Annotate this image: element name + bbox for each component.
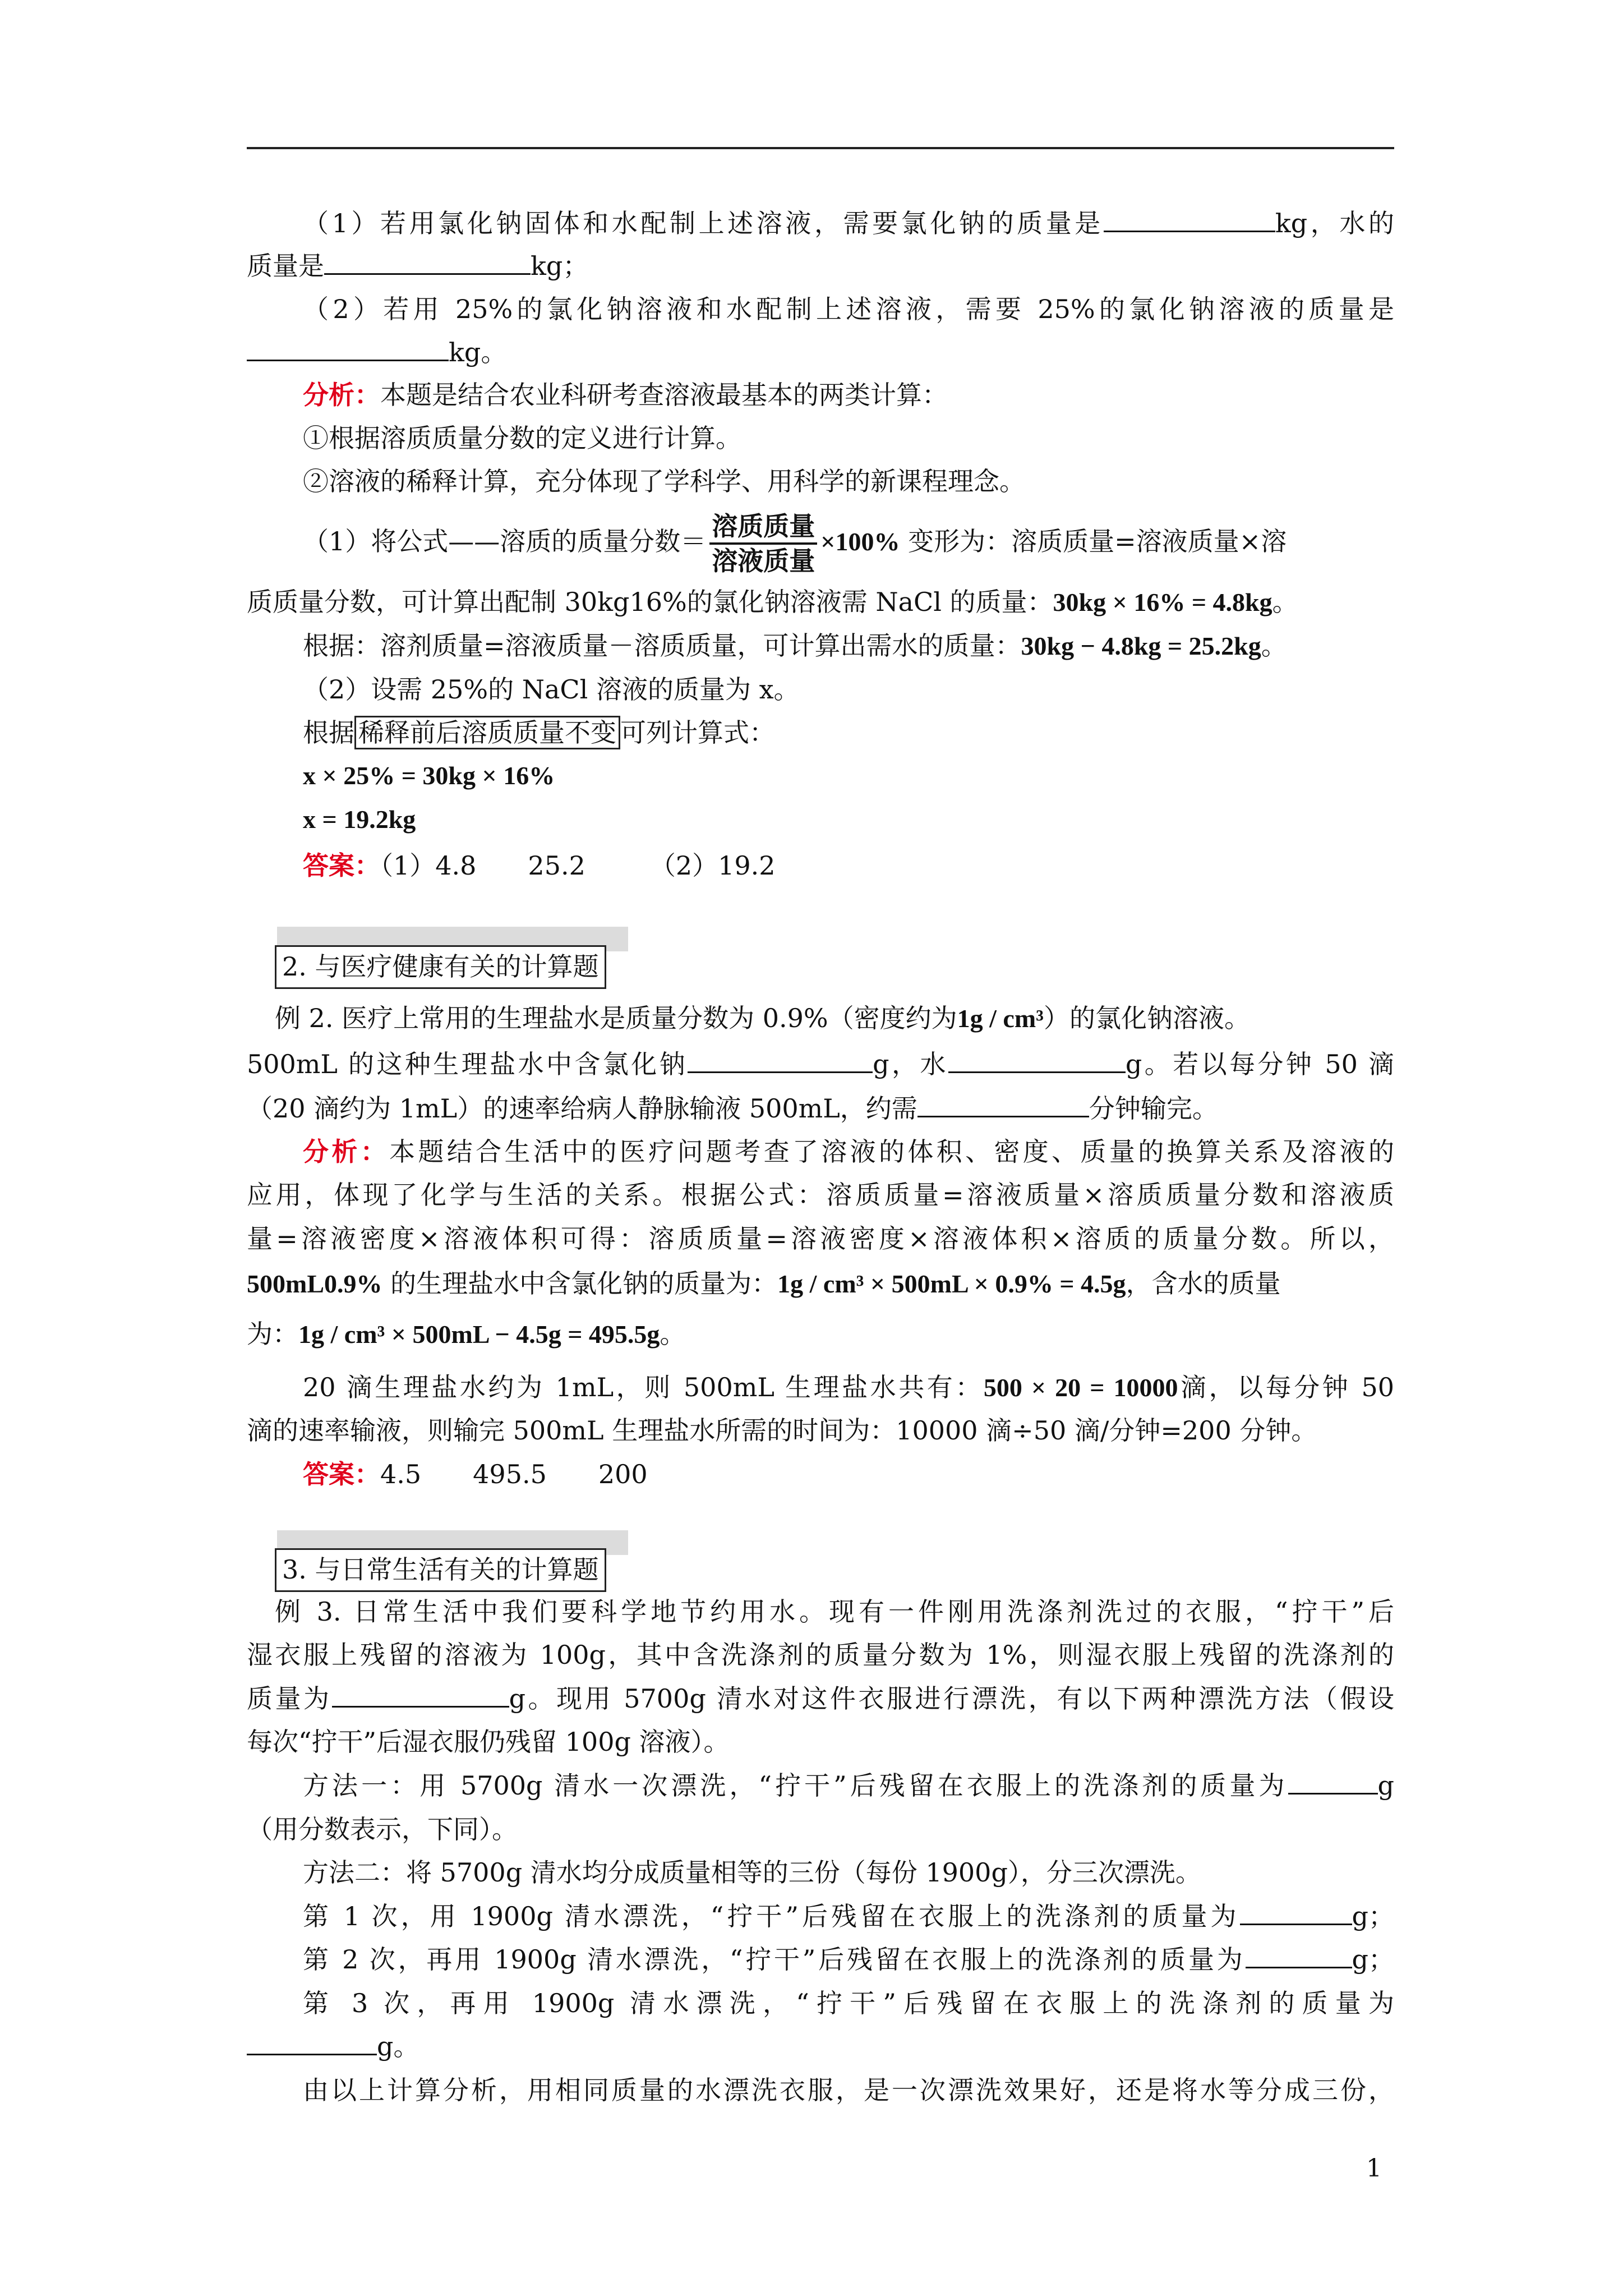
answer-label: 答案： [303,1459,380,1489]
text: g。 [377,2031,419,2062]
text: 20 滴生理盐水约为 1mL，则 500mL 生理盐水共有： [303,1372,984,1402]
analysis-1-item-1: ①根据溶质质量分数的定义进行计算。 [303,423,741,453]
equation: 1g / cm³ × 500mL × 0.9% = 4.5g [777,1269,1126,1298]
step-2 [303,1941,1394,1978]
text: 为： [247,1319,298,1349]
analysis-1-intro [303,376,1394,413]
answer-blank [1240,1900,1352,1925]
analysis-2-line-3: 量=溶液密度×溶液体积可得：溶质质量=溶液密度×溶液体积×溶质的质量分数。所以， [247,1223,1394,1254]
analysis-1-item-2: ②溶液的稀释计算，充分体现了学科学、用科学的新课程理念。 [303,466,1025,496]
analysis-2-line-1 [303,1133,1394,1170]
answer-blank [332,1682,509,1708]
text: 滴，以每分钟 50 [1178,1372,1394,1402]
analysis-2-line-4 [247,1265,1394,1303]
step-1 [303,1898,1394,1935]
answer-blank [247,336,449,361]
step-3-line-1: 第 3 次，再用 1900g 清水漂洗，“拧干”后残留在衣服上的洗涤剂的质量为 [303,1988,1394,2018]
example-3-line-4: 每次“拧干”后湿衣服仍残留 100g 溶液）。 [247,1727,730,1757]
equation-2: x = 19.2kg [303,805,416,834]
text: 500mL 的这种生理盐水中含氯化钠 [247,1049,688,1079]
answer-text: （1）4.8 25.2 （2）19.2 [380,850,776,881]
text: 根据：溶剂质量=溶液质量－溶质质量，可计算出需水的质量： [303,631,1021,661]
equation: 30kg × 16% = 4.8kg [1053,588,1272,616]
answer-blank [247,2030,377,2055]
question-2-line-1 [303,291,1394,328]
text: kg。 [449,337,507,367]
example-2-line-1 [275,1000,1394,1037]
analysis-2-line-5 [247,1315,1394,1353]
text: 可列计算式： [620,717,775,748]
text: 的生理盐水中含氯化钠的质量为： [382,1268,778,1299]
fraction-denominator: 溶液质量 [712,546,815,576]
analysis-1-line-4 [303,627,1394,665]
answer-1 [303,847,1394,884]
text: （20 滴约为 1mL）的速率给病人静脉输液 500mL，约需 [247,1093,917,1124]
formula-multiplier: ×100% [820,527,900,556]
method-2: 方法二：将 5700g 清水均分成质量相等的三份（每份 1900g），分三次漂洗。 [303,1857,1201,1888]
answer-blank [917,1092,1089,1117]
equation: 30kg − 4.8kg = 25.2kg [1021,632,1261,660]
text: （1）将公式——溶质的质量分数＝ [303,526,707,556]
text: 第 1 次，用 1900g 清水漂洗，“拧干”后残留在衣服上的洗涤剂的质量为 [303,1901,1240,1931]
text: 根据 [303,717,354,748]
analysis-2-line-6 [303,1369,1394,1406]
section-3-heading: 3. 与日常生活有关的计算题 [275,1548,606,1592]
equation: 500mL0.9% [247,1269,382,1298]
text: 方法一：用 5700g 清水一次漂洗，“拧干”后残留在衣服上的洗涤剂的质量为 [303,1770,1288,1801]
analysis-label: 分析： [303,1137,390,1167]
answer-blank [948,1048,1126,1073]
text: 。 [1261,631,1287,661]
answer-text: 4.5 495.5 200 [380,1459,648,1489]
equation: 1g / cm³ × 500mL − 4.5g = 495.5g [298,1320,660,1349]
analysis-1-line-3 [247,583,1394,621]
text: 本题是结合农业科研考查溶液最基本的两类计算： [380,380,948,410]
example-3-line-2: 湿衣服上残留的溶液为 100g，其中含洗涤剂的质量分数为 1%，则湿衣服上残留的洗涤剂的 [247,1640,1394,1670]
question-1-line-2 [247,247,1394,284]
header-rule [247,147,1394,149]
text: 分钟输完。 [1089,1093,1218,1124]
text: 变形为：溶质质量=溶液质量×溶 [900,526,1287,556]
text: kg； [531,251,589,281]
text: g； [1352,1944,1394,1975]
method-1-line-2: （用分数表示，下同）。 [247,1814,518,1844]
answer-blank [1246,1943,1352,1968]
text: 质量为 [247,1683,332,1714]
question-2-line-2 [247,334,1394,371]
text: g。若以每分钟 50 滴 [1125,1049,1394,1079]
text: （2）若用 25%的氯化钠溶液和水配制上述溶液，需要 25%的氯化钠溶液的质量是 [303,294,1394,324]
example-2-line-3 [247,1090,1394,1127]
text: 第 2 次，再用 1900g 清水漂洗，“拧干”后残留在衣服上的洗涤剂的质量为 [303,1944,1246,1975]
density-unit: 1g / cm³ [957,1004,1044,1033]
text: （1）若用氯化钠固体和水配制上述溶液，需要氯化钠的质量是 [303,208,1104,238]
text: g； [1352,1901,1394,1931]
fraction-numerator: 溶质质量 [709,510,817,545]
equation: 500 × 20 = 10000 [983,1373,1178,1402]
text: 质量是 [247,251,324,281]
answer-blank [1104,207,1275,232]
text: 例 2. 医疗上常用的生理盐水是质量分数为 0.9%（密度约为 [275,1003,957,1033]
analysis-2-line-7: 滴的速率输液，则输完 500mL 生理盐水所需的时间为：10000 滴÷50 滴/分钟=200 分钟。 [247,1415,1317,1446]
page-number: 1 [1366,2154,1382,2183]
text: kg，水的 [1275,208,1394,238]
analysis-2-line-2: 应用，体现了化学与生活的关系。根据公式：溶质质量=溶液质量×溶质质量分数和溶液质 [247,1180,1394,1210]
section-2-heading: 2. 与医疗健康有关的计算题 [275,945,606,989]
boxed-key-point: 稀释前后溶质质量不变 [354,716,620,749]
equation-1: x × 25% = 30kg × 16% [303,761,555,790]
answer-2 [303,1456,1394,1493]
text: g，水 [873,1049,948,1079]
question-1-line-1 [303,205,1394,242]
answer-label: 答案： [303,850,380,881]
analysis-1-line-5: （2）设需 25%的 NaCl 溶液的质量为 x。 [303,674,800,705]
conclusion-line: 由以上计算分析，用相同质量的水漂洗衣服，是一次漂洗效果好，还是将水等分成三份， [303,2075,1394,2105]
text: 质质量分数，可计算出配制 30kg16%的氯化钠溶液需 NaCl 的质量： [247,587,1053,617]
text: 。 [1272,587,1298,617]
text: g [1377,1770,1394,1801]
analysis-label: 分析： [303,380,380,410]
example-2-line-2 [247,1046,1394,1083]
text: 本题结合生活中的医疗问题考查了溶液的体积、密度、质量的换算关系及溶液的 [389,1137,1395,1167]
text: g。现用 5700g 清水对这件衣服进行漂洗，有以下两种漂洗方法（假设 [509,1683,1395,1714]
text: ）的氯化钠溶液。 [1043,1003,1250,1033]
mass-fraction-formula [709,510,817,577]
answer-blank [324,250,531,275]
answer-blank [1288,1769,1378,1795]
text: 。 [660,1319,686,1349]
analysis-1-line-6 [303,714,1394,751]
analysis-1-formula-line [303,502,1394,581]
example-3-line-3 [247,1680,1394,1717]
answer-blank [688,1048,873,1073]
method-1-line-1 [303,1767,1394,1804]
text: ，含水的质量 [1126,1268,1281,1299]
example-3-line-1: 例 3. 日常生活中我们要科学地节约用水。现有一件刚用洗涤剂洗过的衣服，“拧干”后 [275,1596,1394,1627]
step-3-line-2 [247,2028,1394,2065]
